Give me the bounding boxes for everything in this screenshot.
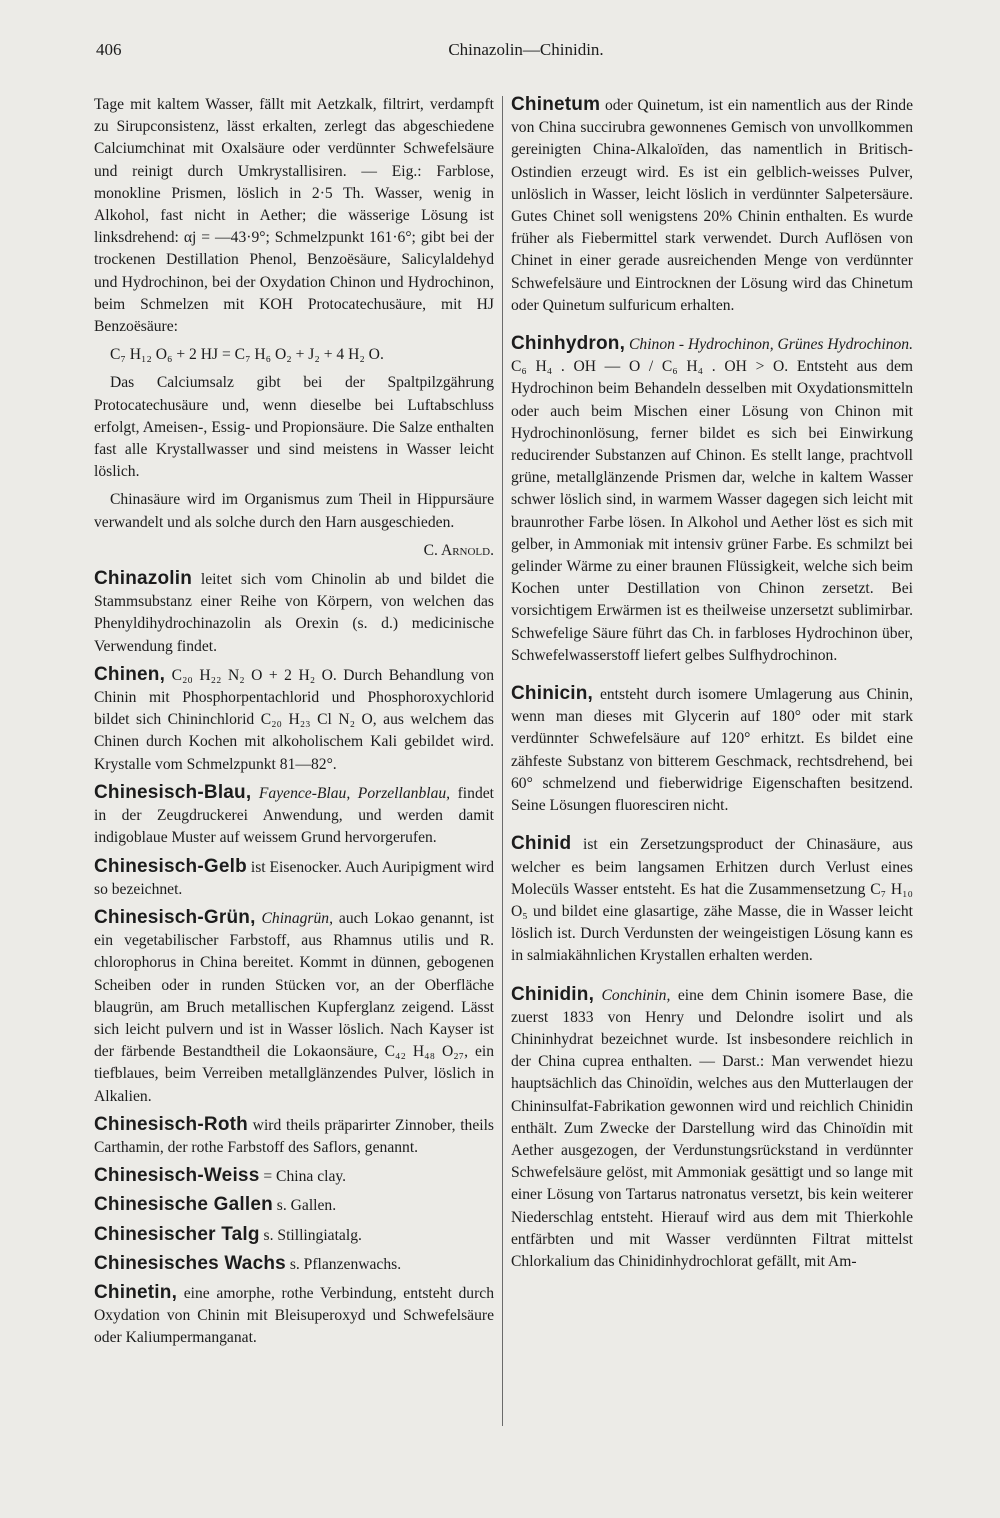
entry-headword: Chinazolin — [94, 568, 193, 590]
entry-text: ist Eisenocker. Auch Auripigment wird so bezeichnet. — [94, 858, 494, 898]
entry-italic: Conchinin, — [594, 986, 671, 1004]
dictionary-entry — [94, 782, 494, 850]
entry-headword: Chinesisch-Grün, — [94, 906, 256, 928]
entry-text: eine dem Chinin isomere Base, die zuerst 1833 von Henry und Delondre isolirt und als Chininhydrat bezeichnet wurde. Ist insbesondere reichlich in der China cuprea enthalten. — Darst.: Man verwendet hiezu hauptsächlich das Chinoïdin, welches aus den Mutterlaugen der Chininsulfat-Fabrikation gewonnen wird und reichlich Chinidin enthält. Zum Zwecke der Darstellung wird das Chinoïdin mit Aether ausgezogen, der Verdunstungsrückstand in verdünnter Schwefelsäure gelöst, mit Ammoniak gesättigt und so lange mit einer Lösung von Tartarus natronatus versetzt, bis kein weiterer Niederschlag entsteht. Hierauf wird aus dem mit Thierkohle entfärbten und mit Wasser verdünnten Filtrat mittelst Chlorkalium das Chinidinhydrochlorat gefällt, mit Am- — [511, 986, 913, 1270]
entry-headword: Chinesisch-Gelb — [94, 855, 247, 877]
entry-text: = China clay. — [259, 1168, 347, 1186]
dictionary-entry — [511, 833, 913, 967]
dictionary-entry — [94, 1114, 494, 1159]
column-divider — [502, 96, 503, 1426]
entry-text: s. Pflanzenwachs. — [285, 1255, 402, 1273]
formula-line: C₇ H₁₂ O₆ + 2 HJ = C₇ H₆ O₂ + J₂ + 4 H₂ O. — [110, 346, 384, 364]
entry-text: ist ein Zersetzungsproduct der Chinasäure, aus welcher es beim langsamen Erhitzen durch Verlust eines Molecüls Wasser entsteht. Es hat die Zusammensetzung C₇ H₁₀ O₅ und bildet eine glasartige, zähe Masse, die in Wasser leicht löslich ist. Durch Verdunsten der weingeistigen Lösung kann es in salmiakähnlichen Krystallen erhalten werden. — [511, 836, 913, 965]
entry-text: s. Gallen. — [272, 1197, 337, 1215]
dictionary-entry — [94, 856, 494, 901]
dictionary-entry — [94, 664, 494, 776]
continuation-paragraph: Chinasäure wird im Organismus zum Theil in Hippursäure verwandelt und als solche durch den Harn ausgeschieden. — [94, 491, 494, 531]
left-column — [94, 94, 494, 1356]
entry-headword: Chinesisch-Blau, — [94, 781, 252, 803]
entry-text: oder Quinetum, ist ein namentlich aus der Rinde von China succirubra gewonnenes Gemisch von unvollkommen gereinigten China-Alkaloïden, das namentlich in Britisch-Ostindien erzeugt wird. Es ist ein gelblich-weisses Pulver, unlöslich in Wasser, leicht löslich in verdünnter Salpetersäure. Gutes Chinet soll wenigstens 20% Chinin enthalten. Es wurde früher als Fiebermittel stark verwendet. Durch Auflösen von Chinet in einer gerade ausreichenden Menge von verdünnter Schwefelsäure und Eintrocknen der Lösung wird das Chinetum oder Quinetum sulfuricum erhalten. — [511, 97, 913, 314]
dictionary-entry — [94, 1282, 494, 1350]
dictionary-entry — [511, 94, 913, 317]
entry-text: C₆ H₄ . OH — O / C₆ H₄ . OH > O. Entsteht aus dem Hydrochinon beim Behandeln desselben mit Oxydationsmitteln oder auch beim Mischen einer Lösung von Chinon mit Hydrochinonlösung, ferner bildet es sich bei Einwirkung reducirender Substanzen auf Chinon. Es stellt lange, prachtvoll grüne, metallglänzende Prismen dar, welche in kaltem Wasser schwer löslich sind, in warmem Wasser dagegen sich leicht mit braunrother Farbe lösen. In Alkohol und Aether löst es sich mit gelber, in Ammoniak mit intensiv grüner Farbe. Es schmilzt bei gelinder Wärme zu einer braunen Flüssigkeit, welche sich beim Kochen unter Destillation von Chinon zersetzt. Bei vorsichtigem Erwärmen ist es theilweise unzersetzt sublimirbar. Schwefelige Säure führt das Ch. in farbloses Hydrochinon über, Schwefelwasserstoff liefert gelbes Sulfhydrochinon. — [511, 358, 913, 664]
entry-text: auch Lokao genannt, ist ein vegetabilischer Farbstoff, aus Rhamnus utilis und R. chlorophorus in China bereitet. Kommt in dünnen, gebogenen Scheiben oder in runden Stücken vor, an der Oberfläche blaugrün, am Bruch metallischen Kupferglanz zeigend. Lässt sich leicht pulvern und ist in Wasser löslich. Nach Kayser ist der färbende Bestandtheil die Lokaonsäure, C₄₂ H₄₈ O₂₇, ein tiefblaues, beim Verreiben metallglänzendes Pulver, löslich in Alkalien. — [94, 909, 494, 1105]
entry-headword: Chinesische Gallen — [94, 1194, 273, 1216]
author-signature: C. Arnold. — [423, 541, 494, 559]
entry-headword: Chinhydron, — [511, 333, 626, 355]
continuation-paragraph: Tage mit kaltem Wasser, fällt mit Aetzkalk, filtrirt, verdampft zu Sirupconsistenz, lässt erkalten, zerlegt das abgeschiedene Calciumchinat mit Oxalsäure oder verdünnter Schwefelsäure und reinigt durch Umkrystallisiren. — Eig.: Farblose, monokline Prismen, löslich in 2·5 Th. Wasser, wenig in Alkohol, fast nicht in Aether; die wässerige Lösung ist linksdrehend: αj = —43·9°; Schmelzpunkt 161·6°; gibt bei der trockenen Destillation Phenol, Benzoësäure, Salicylaldehyd und Hydrochinon, bei der Oxydation Chinon und Hydrochinon, beim Schmelzen mit KOH Protocatechusäure, mit HJ Benzoësäure: — [94, 96, 494, 336]
entry-text: s. Stillingiatalg. — [259, 1226, 362, 1244]
entry-headword: Chinicin, — [511, 683, 594, 705]
entry-text: C₂₀ H₂₂ N₂ O + 2 H₂ O. Durch Behandlung von Chinin mit Phosphorpentachlorid und Phosphoroxychlorid bildet sich Chininchlorid C₂₀ H₂₃ Cl N₂ O, aus welchem das Chinen durch Kochen mit alkoholischem Kali gebildet wird. Krystalle vom Schmelzpunkt 81—82°. — [94, 666, 494, 773]
entry-text: leitet sich vom Chinolin ab und bildet die Stammsubstanz einer Reihe von Körpern, von welchen das Phenyldihydrochinazolin als Orexin (s. d.) medicinische Verwendung findet. — [94, 571, 494, 655]
dictionary-entry — [94, 1194, 494, 1217]
entry-italic: Chinon - Hydrochinon, Grünes Hydrochinon. — [625, 336, 913, 354]
page-header — [96, 40, 956, 70]
continuation-paragraph: Das Calciumsalz gibt bei der Spaltpilzgährung Protocatechusäure und, wenn dieselbe bei Luftabschluss erfolgt, Ameisen-, Essig- und Propionsäure. Die Salze enthalten fast alle Krystallwasser und sind meistens in Wasser leicht löslich. — [94, 374, 494, 481]
dictionary-entry — [94, 1224, 494, 1247]
dictionary-entry — [94, 907, 494, 1108]
dictionary-entry — [94, 568, 494, 658]
entry-headword: Chinesisch-Weiss — [94, 1165, 260, 1187]
entry-italic: Fayence-Blau, Porzellanblau, — [251, 784, 451, 802]
dictionary-entry — [511, 333, 913, 667]
entry-italic: Chinagrün, — [255, 909, 333, 927]
entry-headword: Chinen, — [94, 663, 166, 685]
entry-text: entsteht durch isomere Umlagerung aus Chinin, wenn man dieses mit Glycerin auf 180° oder mit stark verdünnter Schwefelsäure auf 120° erhitzt. Es bildet eine zähfeste Substanz von bitterem Geschmack, rechtsdrehend, bei 60° schmelzend und fieberwidrige Eigenschaften besitzend. Seine Lösungen fluoresciren nicht. — [511, 686, 913, 815]
page-number: 406 — [96, 40, 122, 59]
entry-headword: Chinesisch-Roth — [94, 1113, 248, 1135]
dictionary-entry — [511, 683, 913, 817]
running-title: Chinazolin—Chinidin. — [448, 40, 604, 59]
right-column — [511, 94, 913, 1279]
entry-headword: Chinesisches Wachs — [94, 1252, 286, 1274]
entry-headword: Chinetin, — [94, 1281, 178, 1303]
entry-headword: Chinidin, — [511, 983, 595, 1005]
dictionary-entry — [511, 984, 913, 1274]
dictionary-entry — [94, 1165, 494, 1188]
dictionary-entry — [94, 1253, 494, 1276]
entry-text: wird theils präparirter Zinnober, theils Carthamin, der rothe Farbstoff des Saflors, genannt. — [94, 1116, 494, 1156]
entry-text: findet in der Zeugdruckerei Anwendung, und werden damit indigoblaue Muster auf weissem Grund hervorgerufen. — [94, 784, 494, 847]
entry-text: eine amorphe, rothe Verbindung, entsteht durch Oxydation von Chinin mit Bleisuperoxyd und Schwefelsäure oder Kaliumpermanganat. — [94, 1284, 494, 1347]
entry-headword: Chinetum — [511, 94, 601, 115]
entry-headword: Chinid — [511, 833, 572, 855]
entry-headword: Chinesischer Talg — [94, 1223, 260, 1245]
